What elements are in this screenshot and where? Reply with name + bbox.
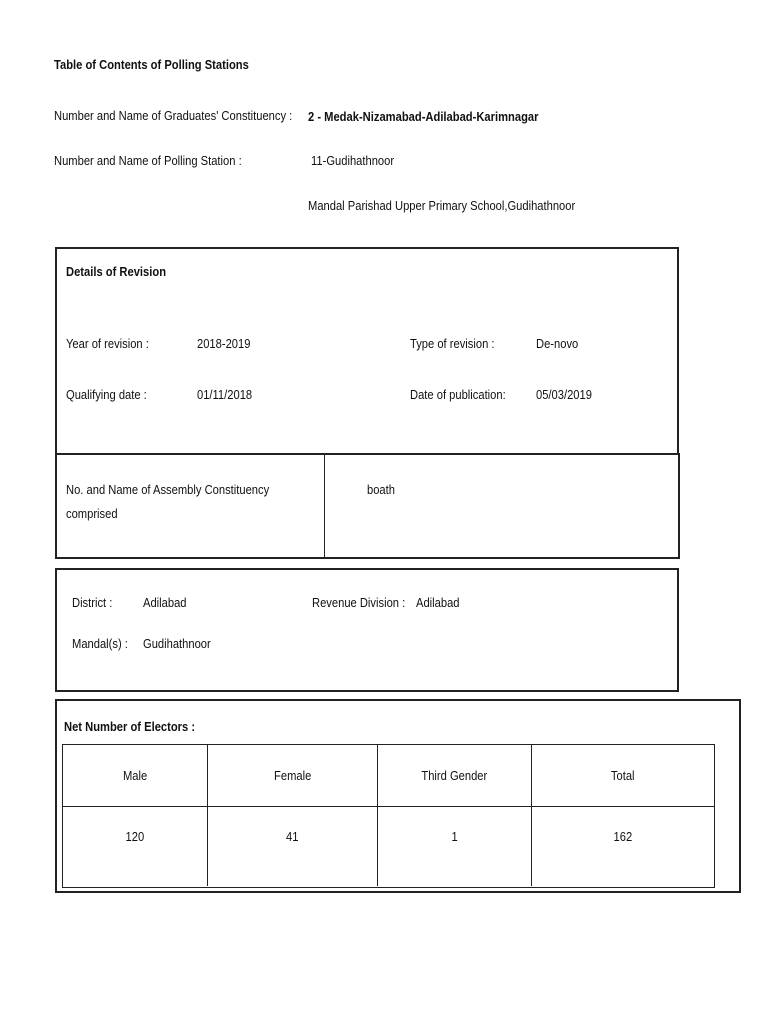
table-cell: 1: [378, 807, 532, 886]
constituency-value: 2 - Medak-Nizamabad-Adilabad-Karimnagar: [308, 109, 539, 124]
publication-date-value: 05/03/2019: [536, 387, 592, 402]
district-value: Adilabad: [143, 595, 187, 610]
assembly-value: boath: [367, 482, 395, 497]
polling-station-value: 11-Gudihathnoor: [311, 153, 395, 168]
assembly-divider: [324, 455, 325, 557]
year-of-revision-label: Year of revision :: [66, 336, 149, 351]
column-header: Male: [63, 745, 208, 806]
assembly-label-line1: No. and Name of Assembly Constituency: [66, 482, 270, 497]
electors-table: [62, 744, 715, 888]
column-header: Total: [610, 768, 635, 783]
revision-box: [55, 247, 679, 455]
polling-station-address: Mandal Parishad Upper Primary School,Gudihathnoor: [308, 198, 576, 213]
assembly-box: [55, 453, 680, 559]
revision-heading: Details of Revision: [66, 264, 167, 279]
electors-box: [55, 699, 741, 893]
column-header: Third Gender: [378, 745, 532, 806]
type-of-revision-value: De-novo: [536, 336, 579, 351]
qualifying-date-label: Qualifying date :: [66, 387, 147, 402]
electors-value-row: [63, 807, 714, 886]
revenue-division-value: Adilabad: [416, 595, 460, 610]
location-box: [55, 568, 679, 692]
revenue-division-label: Revenue Division :: [312, 595, 406, 610]
year-of-revision-value: 2018-2019: [197, 336, 251, 351]
column-header: Female: [208, 745, 378, 806]
district-label: District :: [72, 595, 113, 610]
qualifying-date-value: 01/11/2018: [197, 387, 253, 402]
mandal-value: Gudihathnoor: [143, 636, 211, 651]
table-cell: 41: [208, 807, 378, 886]
electors-header-row: [63, 745, 714, 807]
type-of-revision-label: Type of revision :: [410, 336, 495, 351]
electors-heading: Net Number of Electors :: [64, 719, 196, 734]
assembly-label-line2: comprised: [66, 506, 118, 521]
constituency-label: Number and Name of Graduates' Constituency :: [54, 108, 293, 123]
table-cell: 162: [613, 829, 632, 844]
mandal-label: Mandal(s) :: [72, 636, 128, 651]
table-cell: 120: [63, 807, 208, 886]
polling-station-label: Number and Name of Polling Station :: [54, 153, 242, 168]
publication-date-label: Date of publication:: [410, 387, 506, 402]
page-title: Table of Contents of Polling Stations: [54, 57, 249, 72]
